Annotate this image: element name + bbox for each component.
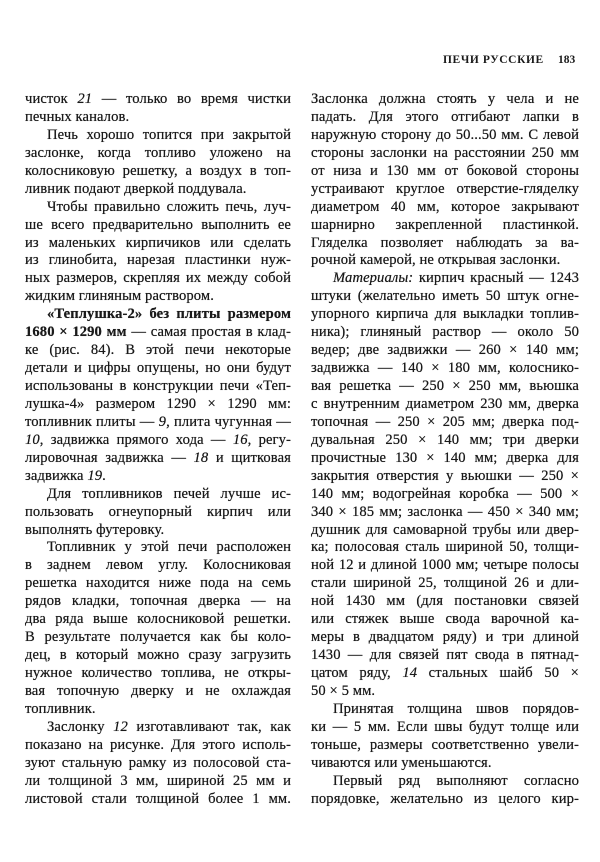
text-line (25, 486, 291, 504)
bold-text: 1680 × 1290 мм (25, 324, 127, 341)
text-line (311, 629, 579, 647)
page-header (0, 54, 600, 72)
text-segment: В результате получается как бы коло- (25, 629, 291, 646)
text-segment: топливник плиты — (25, 413, 159, 430)
text-line (25, 414, 291, 432)
text-segment: . (102, 467, 106, 484)
text-segment: Топливник у этой печи расположен (47, 539, 291, 556)
text-segment: наружную сторону до 50...50 мм. С левой (311, 126, 579, 143)
text-segment: порядовке, желательно из целого кир- (311, 790, 579, 807)
text-line (311, 468, 579, 486)
text-segment: Чтобы правильно сложить печь, луч- (47, 198, 291, 215)
text-segment: изготавливают так, как (127, 718, 292, 735)
text-line (311, 145, 579, 163)
text-line (25, 791, 291, 809)
text-line (25, 701, 291, 719)
text-segment: показано на рисунке. Для этого исполь- (25, 736, 291, 753)
text-segment: пользовать огнеупорный кирпич или (25, 503, 291, 520)
text-segment: из глинобита, нарезая пластинки нуж- (25, 252, 291, 269)
text-segment: задвижка — 140 × 180 мм, колоснико- (311, 360, 579, 377)
text-segment: Для топливников печей лучше ис- (47, 485, 291, 502)
text-segment: печных каналов. (25, 108, 130, 125)
text-line (311, 719, 579, 737)
text-segment: устраивают круглое отверстие-гляделку (311, 180, 579, 197)
text-segment: стороны заслонки на расстоянии 250 мм (311, 144, 579, 161)
italic-text: 19 (87, 467, 103, 484)
italic-text: 10 (25, 431, 40, 448)
text-line (25, 396, 291, 414)
text-segment: меры в двадцатом ряду) и три длиной (311, 629, 579, 646)
text-segment: ливник подают дверкой поддувала. (25, 180, 247, 197)
text-segment: в заднем левом углу. Колосниковая (25, 557, 291, 574)
text-line (311, 127, 579, 145)
text-segment: Печь хорошо топится при закрытой (47, 126, 291, 143)
text-segment: выполнять футеровку. (25, 521, 165, 538)
text-line (25, 270, 291, 288)
text-segment: ведер; две задвижки — 260 × 140 мм; (311, 342, 579, 359)
text-line (311, 791, 579, 809)
text-segment: ли толщиной 3 мм, шириной 25 мм и (25, 772, 291, 789)
text-segment: дец, в который можно сразу загрузить (25, 647, 291, 664)
text-line (25, 450, 291, 468)
text-segment: дувальная 250 × 140 мм; три дверки (311, 431, 579, 448)
text-line (25, 181, 291, 199)
text-segment: с внутренним диаметром 230 мм, дверка (311, 395, 579, 412)
text-segment: жидким глиняным раствором. (25, 288, 214, 305)
text-segment: топочная — 250 × 205 мм; дверка под- (311, 413, 579, 430)
text-line (311, 306, 579, 324)
text-segment: Гляделка позволяет наблюдать за ва- (311, 234, 579, 251)
text-line (311, 539, 579, 557)
text-segment: — самая простая в клад- (126, 324, 291, 341)
text-segment: закрытия отверстия у вьюшки — 250 × (311, 467, 579, 484)
text-segment: прочистные 130 × 140 мм; дверка для (311, 449, 579, 466)
text-line (25, 378, 291, 396)
text-line (311, 91, 579, 109)
text-segment: зуют стальную рамку из полосовой ста- (25, 754, 291, 771)
italic-text: 21 (77, 91, 93, 107)
text-segment: , плита чугунная — (166, 413, 291, 430)
text-line (311, 181, 579, 199)
text-segment: детали и цифры опущены, но они будут (25, 360, 291, 377)
text-line (311, 270, 579, 288)
text-line (311, 647, 579, 665)
text-line (25, 163, 291, 181)
text-line (311, 665, 579, 683)
text-line (25, 737, 291, 755)
text-segment: Принятая толщина швов порядов- (333, 700, 579, 717)
text-line (25, 593, 291, 611)
text-segment: шарнирно закрепленной пластинкой. (311, 216, 579, 233)
text-segment: ника); глиняный раствор — около 50 (311, 324, 579, 341)
text-line (25, 252, 291, 270)
text-line (25, 91, 291, 109)
text-segment: колосниковую решетку, а воздух в топ- (25, 162, 291, 179)
text-segment: цатом ряду, (311, 665, 403, 681)
italic-text: 14 (402, 665, 418, 681)
text-segment: стали шириной 25, толщиной 26 и дли- (311, 575, 579, 592)
text-line (25, 719, 291, 737)
text-column-left (25, 91, 291, 809)
text-segment: ше всего предварительно выполнить ее (25, 216, 291, 233)
text-line (25, 504, 291, 522)
text-segment: Заслонку (47, 718, 114, 735)
text-line (25, 306, 291, 324)
text-segment: ной 12 и длиной 1000 мм; четыре полосы (311, 557, 579, 574)
text-line (311, 575, 579, 593)
text-line (25, 324, 291, 342)
italic-text: 12 (113, 718, 128, 735)
text-segment: нужное количество топлива, не откры- (25, 665, 291, 681)
text-line (311, 522, 579, 540)
text-segment: два ряда выше колосниковой решетки. (25, 611, 291, 628)
text-segment: ки — 5 мм. Если швы будут толще или (311, 718, 579, 735)
text-line (25, 575, 291, 593)
text-segment: упорного кирпича для выкладки топлив- (311, 306, 579, 323)
text-segment: рочной камерой, не открывая заслонки. (311, 252, 561, 269)
text-segment: ка; полосовая сталь шириной 50, толщи- (311, 539, 579, 556)
text-segment: 340 × 185 мм; заслонка — 450 × 340 мм; (311, 503, 579, 520)
text-line (311, 217, 579, 235)
text-line (311, 737, 579, 755)
text-segment: использованы в конструкции печи «Теп- (25, 378, 291, 394)
text-line (25, 522, 291, 540)
text-line (25, 127, 291, 145)
text-segment: лушка-4» размером 1290 × 1290 мм: (25, 395, 291, 412)
text-segment: тоньше, размеры соответственно увели- (311, 736, 579, 753)
text-segment: стальных шайб 50 × (417, 665, 579, 681)
text-segment: чиваются или уменьшаются. (311, 754, 492, 771)
text-line (25, 342, 291, 360)
text-segment: вая решетка — 250 × 250 мм, вьюшка (311, 378, 579, 394)
text-segment: ке (рис. 84). В этой печи некоторые (25, 342, 291, 359)
text-segment: вая топочную дверку и не охлаждая (25, 682, 291, 699)
text-segment: ной 1430 мм (для постановки связей (311, 593, 579, 610)
text-segment: из маленьких кирпичиков или сделать (25, 234, 291, 251)
text-segment: диаметром 40 мм, которое закрывают (311, 198, 579, 215)
page-number: 183 (558, 54, 576, 66)
text-line (311, 773, 579, 791)
text-line (311, 557, 579, 575)
text-line (311, 324, 579, 342)
text-line (25, 199, 291, 217)
text-segment: задвижка (25, 467, 88, 484)
text-segment: лировочная задвижка — (25, 449, 194, 466)
text-line (25, 468, 291, 486)
text-line (25, 647, 291, 665)
text-line (311, 163, 579, 181)
italic-text: 16 (232, 431, 248, 448)
text-segment: чисток (25, 91, 78, 107)
text-segment: 1430 — для связей пят свода в пятнад- (311, 647, 579, 664)
text-line (311, 235, 579, 253)
text-line (311, 414, 579, 432)
text-line (311, 611, 579, 629)
text-line (25, 773, 291, 791)
text-line (25, 665, 291, 683)
text-line (25, 683, 291, 701)
text-segment: , регу- (247, 431, 291, 448)
italic-text: 9 (158, 413, 167, 430)
text-line (25, 360, 291, 378)
text-segment: решетка находится ниже пода на семь (25, 575, 291, 592)
text-segment: 140 мм; водогрейная коробка — 500 × (311, 485, 579, 502)
text-line (25, 288, 291, 306)
text-segment: , задвижка прямого хода — (39, 431, 233, 448)
text-line (25, 432, 291, 450)
text-line (311, 450, 579, 468)
text-line (25, 557, 291, 575)
text-segment: рядов кладки, топочная дверка — на (25, 593, 291, 610)
text-line (311, 396, 579, 414)
text-line (311, 378, 579, 396)
text-line (25, 145, 291, 163)
italic-text: 18 (193, 449, 209, 466)
text-line (25, 235, 291, 253)
text-segment: Первый ряд выполняют согласно (333, 772, 579, 789)
text-line (25, 629, 291, 647)
text-segment: листовой стали толщиной более 1 мм. (25, 790, 291, 807)
text-segment: душник для самоварной трубы или двер- (311, 521, 579, 538)
text-line (311, 360, 579, 378)
text-line (25, 611, 291, 629)
text-segment: кирпич красный — 1243 (413, 270, 579, 287)
text-segment: 50 × 5 мм. (311, 682, 376, 699)
text-line (311, 504, 579, 522)
text-segment: ных размеров, скрепляя их между собой (25, 270, 291, 287)
text-segment: от низа и 130 мм от боковой стороны (311, 162, 579, 179)
italic-text: Материалы: (333, 270, 414, 287)
text-segment: топливник. (25, 700, 96, 717)
text-segment: заслонке, когда топливо уложено на (25, 144, 291, 161)
text-line (25, 539, 291, 557)
text-line (311, 252, 579, 270)
text-line (311, 683, 579, 701)
text-segment: падать. Для этого отгибают лапки в (311, 108, 579, 125)
text-line (311, 342, 579, 360)
text-segment: и щитковая (208, 449, 291, 466)
text-line (311, 109, 579, 127)
text-line (311, 288, 579, 306)
text-line (311, 593, 579, 611)
text-line (311, 701, 579, 719)
text-line (311, 755, 579, 773)
text-segment: или стяжек выше свода варочной ка- (311, 611, 579, 628)
text-segment: штуки (желательно иметь 50 штук огне- (311, 288, 579, 305)
text-line (311, 432, 579, 450)
text-segment: — только во время чистки (92, 91, 291, 107)
running-title: ПЕЧИ РУССКИЕ (443, 54, 544, 66)
text-line (25, 755, 291, 773)
text-line (25, 217, 291, 235)
text-segment: Заслонка должна стоять у чела и не (311, 91, 579, 107)
bold-text: «Теплушка-2» без плиты размером (47, 306, 291, 323)
text-column-right (311, 91, 579, 809)
text-line (311, 486, 579, 504)
text-line (25, 109, 291, 127)
text-line (311, 199, 579, 217)
